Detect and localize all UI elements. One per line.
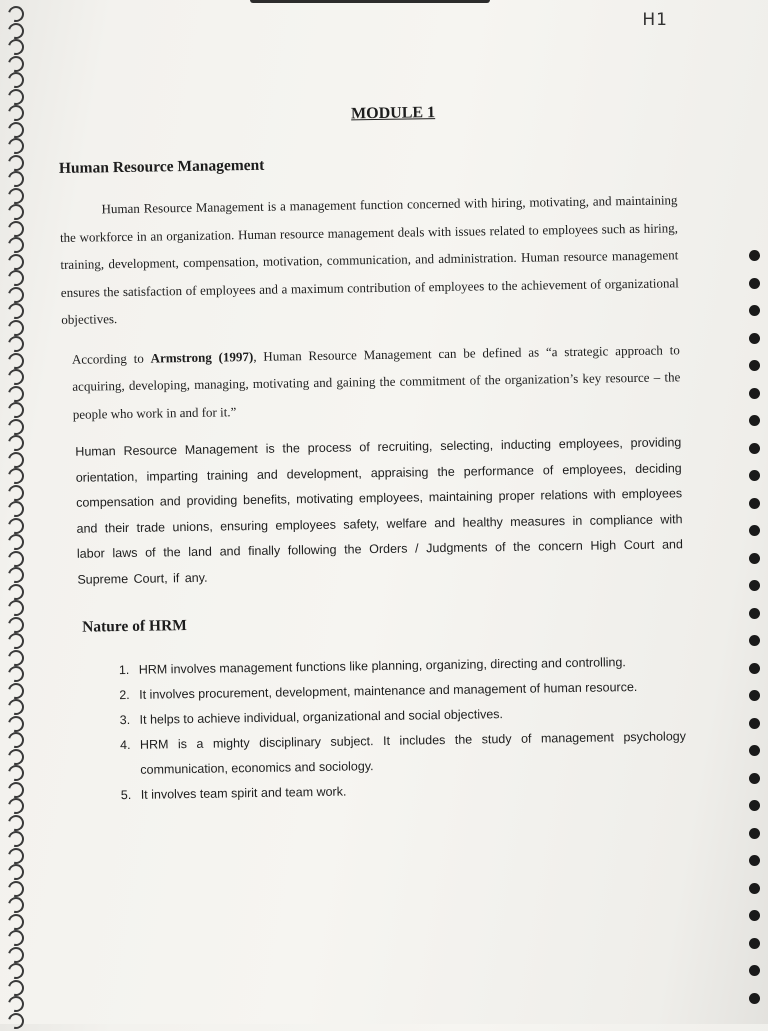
punch-hole (749, 663, 760, 674)
process-paragraph: Human Resource Management is the process of recruiting, selecting, inducting employees, providing orientation, imparting training and development, appraising the performance of employees, deciding compensation and providing benefits, motivating employees, maintaining proper relations with employees and their trade unions, ensuring employees safety, welfare and healthy measures in compliance with labor laws of the land and finally following the Orders / Judgments of the concern High Court and Supreme Court, if any. (75, 435, 684, 587)
punch-hole (749, 965, 760, 976)
punch-hole (749, 333, 760, 344)
punch-hole (749, 855, 760, 866)
module-title: MODULE 1 (350, 104, 436, 123)
punch-hole (749, 443, 760, 454)
list-item: 1. HRM involves management functions like planning, organizing, directing and controlling. (133, 649, 685, 683)
nature-list (67, 649, 687, 809)
punch-hole (749, 883, 760, 894)
punch-hole (749, 910, 760, 921)
punch-hole (749, 250, 760, 261)
list-item: 5. It involves team spirit and team work. (135, 774, 687, 808)
punch-hole (749, 635, 760, 646)
punch-hole (749, 553, 760, 564)
section-heading-nature: Nature of HRM (81, 617, 187, 636)
list-item: 3. It helps to achieve individual, organizational and social objectives. (133, 699, 685, 733)
punch-hole (749, 360, 760, 371)
punch-hole (749, 498, 760, 509)
punch-hole (749, 278, 760, 289)
page-top-edge (250, 0, 490, 3)
list-item: 4. HRM is a mighty disciplinary subject. It includes the study of management psychology communication, economics and sociology. (134, 724, 687, 783)
punch-hole (749, 470, 760, 481)
section-heading-hrm: Human Resource Management (58, 156, 265, 177)
punch-hole (749, 415, 760, 426)
intro-paragraph: Human Resource Management is a management function concerned with hiring, motivating, and maintaining the workforce in an organization. Human resource management deals with issues related to employees such as hiring, training, development, compensation, motivation, communication, and administration. Human resource management ensures the satisfaction of employees and a maximum contribution of employees to the achievement of organizational objectives. (59, 192, 679, 327)
punch-hole (749, 773, 760, 784)
punch-hole (749, 938, 760, 949)
armstrong-reference: Armstrong (1997) (150, 348, 254, 366)
punch-hole (749, 690, 760, 701)
punch-hole (749, 828, 760, 839)
list-item: 2. It involves procurement, development, maintenance and management of human resource. (133, 674, 685, 708)
page-number: H1 (642, 10, 668, 30)
spiral-coil (5, 1010, 27, 1031)
armstrong-text: , Human Resource Management can be defined as “a strategic approach to acquiring, developing, managing, motivating and gaining the commitment of the organization’s key resource – the people who work in and for it.” (72, 341, 681, 422)
punch-hole (749, 800, 760, 811)
armstrong-prefix: According to (71, 350, 151, 367)
spiral-binding (0, 0, 40, 1024)
document-content (58, 100, 687, 809)
punch-hole (749, 993, 760, 1004)
punch-hole (749, 525, 760, 536)
punch-hole (749, 718, 760, 729)
punch-hole (749, 608, 760, 619)
punch-hole (749, 388, 760, 399)
punch-hole (749, 580, 760, 591)
armstrong-definition (72, 336, 681, 428)
punch-hole (749, 745, 760, 756)
punch-holes (738, 0, 768, 1024)
punch-hole (749, 305, 760, 316)
